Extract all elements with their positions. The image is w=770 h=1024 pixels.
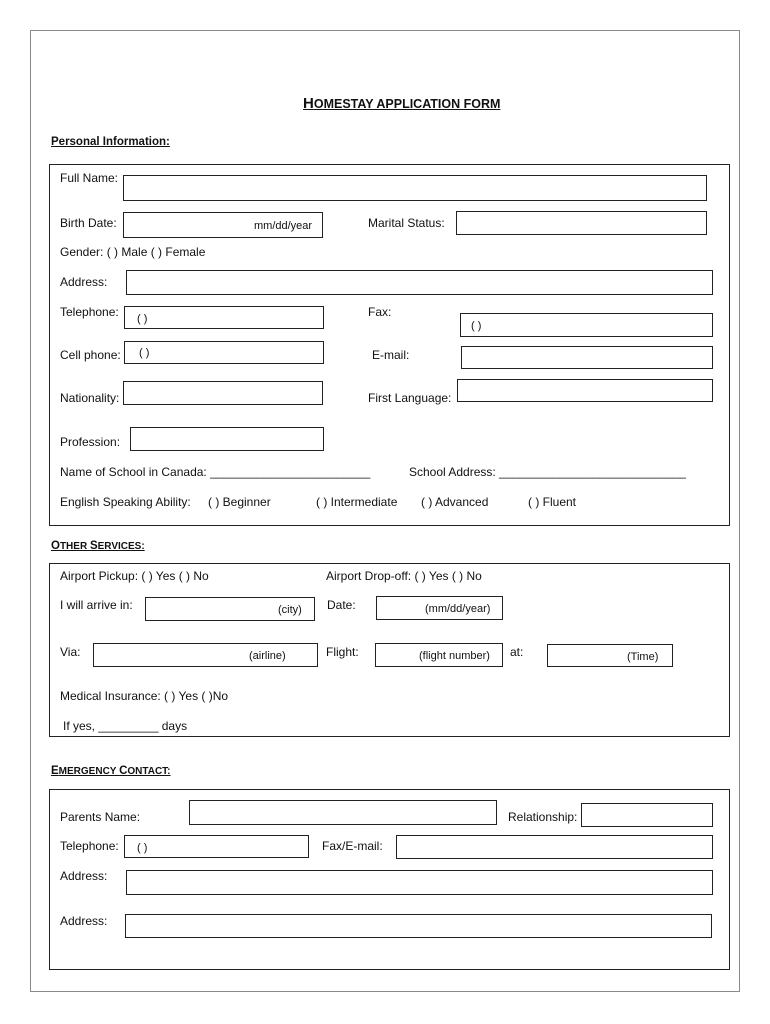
english-intermediate-option[interactable]: ( ) Intermediate (316, 495, 398, 509)
airline-hint: (airline) (249, 650, 286, 662)
emergency-address-label-2: Address: (60, 914, 108, 928)
email-field[interactable] (461, 346, 713, 369)
school-address-line[interactable]: School Address: ____________________________ (409, 465, 686, 479)
emergency-contact-heading: EMERGENCY CONTACT: (51, 765, 171, 777)
arrive-label: I will arrive in: (60, 598, 133, 612)
flight-label: Flight: (326, 645, 359, 659)
flight-number-hint: (flight number) (419, 650, 490, 662)
telephone-label: Telephone: (60, 305, 119, 319)
nationality-label: Nationality: (60, 391, 120, 405)
relationship-label: Relationship: (508, 810, 578, 824)
form-title: HOMESTAY APPLICATION FORM (303, 95, 501, 112)
fax-field[interactable] (460, 313, 713, 337)
fax-label: Fax: (368, 305, 392, 319)
first-language-label: First Language: (368, 391, 452, 405)
fax-hint: ( ) (471, 320, 482, 332)
relationship-field[interactable] (581, 803, 713, 827)
date-hint: (mm/dd/year) (425, 603, 491, 615)
cell-phone-label: Cell phone: (60, 348, 121, 362)
english-ability-label: English Speaking Ability: (60, 495, 191, 509)
personal-info-heading: Personal Information: (51, 136, 170, 148)
emergency-telephone-label: Telephone: (60, 839, 119, 853)
english-advanced-option[interactable]: ( ) Advanced (421, 495, 489, 509)
telephone-hint: ( ) (137, 313, 148, 325)
birth-date-field[interactable] (123, 212, 323, 238)
address-field[interactable] (126, 270, 713, 295)
school-name-line[interactable]: Name of School in Canada: ________________________ (60, 465, 371, 479)
cell-phone-hint: ( ) (139, 347, 150, 359)
airline-field[interactable] (93, 643, 318, 667)
arrival-city-field[interactable] (145, 597, 315, 621)
birth-date-label: Birth Date: (60, 216, 117, 230)
gender-options[interactable]: Gender: ( ) Male ( ) Female (60, 245, 206, 259)
airport-dropoff-options[interactable]: Airport Drop-off: ( ) Yes ( ) No (326, 569, 482, 583)
email-label: E-mail: (372, 348, 410, 362)
via-label: Via: (60, 645, 81, 659)
parents-name-field[interactable] (189, 800, 497, 825)
profession-label: Profession: (60, 435, 121, 449)
cell-phone-field[interactable] (124, 341, 324, 364)
nationality-field[interactable] (123, 381, 323, 405)
arrival-date-field[interactable] (376, 596, 503, 620)
telephone-field[interactable] (124, 306, 324, 329)
marital-status-field[interactable] (456, 211, 707, 235)
profession-field[interactable] (130, 427, 324, 451)
time-hint: (Time) (627, 651, 659, 663)
full-name-label: Full Name: (60, 171, 119, 185)
arrival-date-label: Date: (327, 598, 356, 612)
birth-date-hint: mm/dd/year (254, 220, 313, 232)
full-name-field[interactable] (123, 175, 707, 201)
arrival-time-field[interactable] (547, 644, 673, 667)
address-label: Address: (60, 275, 108, 289)
city-hint: (city) (278, 604, 302, 616)
emergency-address-field-2[interactable] (125, 914, 712, 938)
other-services-heading: OTHER SERVICES: (51, 540, 145, 552)
emergency-address-field-1[interactable] (126, 870, 713, 895)
marital-status-label: Marital Status: (368, 216, 445, 230)
arrival-time-label: at: (510, 645, 524, 659)
english-beginner-option[interactable]: ( ) Beginner (208, 495, 271, 509)
fax-email-label: Fax/E-mail: (322, 839, 383, 853)
emergency-address-label-1: Address: (60, 869, 108, 883)
english-fluent-option[interactable]: ( ) Fluent (528, 495, 577, 509)
insurance-days-line[interactable]: If yes, _________ days (63, 719, 188, 733)
first-language-field[interactable] (457, 379, 713, 402)
emergency-telephone-field[interactable] (124, 835, 309, 858)
parents-name-label: Parents Name: (60, 810, 141, 824)
fax-email-field[interactable] (396, 835, 713, 859)
flight-number-field[interactable] (375, 643, 503, 667)
medical-insurance-options[interactable]: Medical Insurance: ( ) Yes ( )No (60, 689, 229, 703)
emergency-telephone-hint: ( ) (137, 842, 148, 854)
airport-pickup-options[interactable]: Airport Pickup: ( ) Yes ( ) No (60, 569, 209, 583)
